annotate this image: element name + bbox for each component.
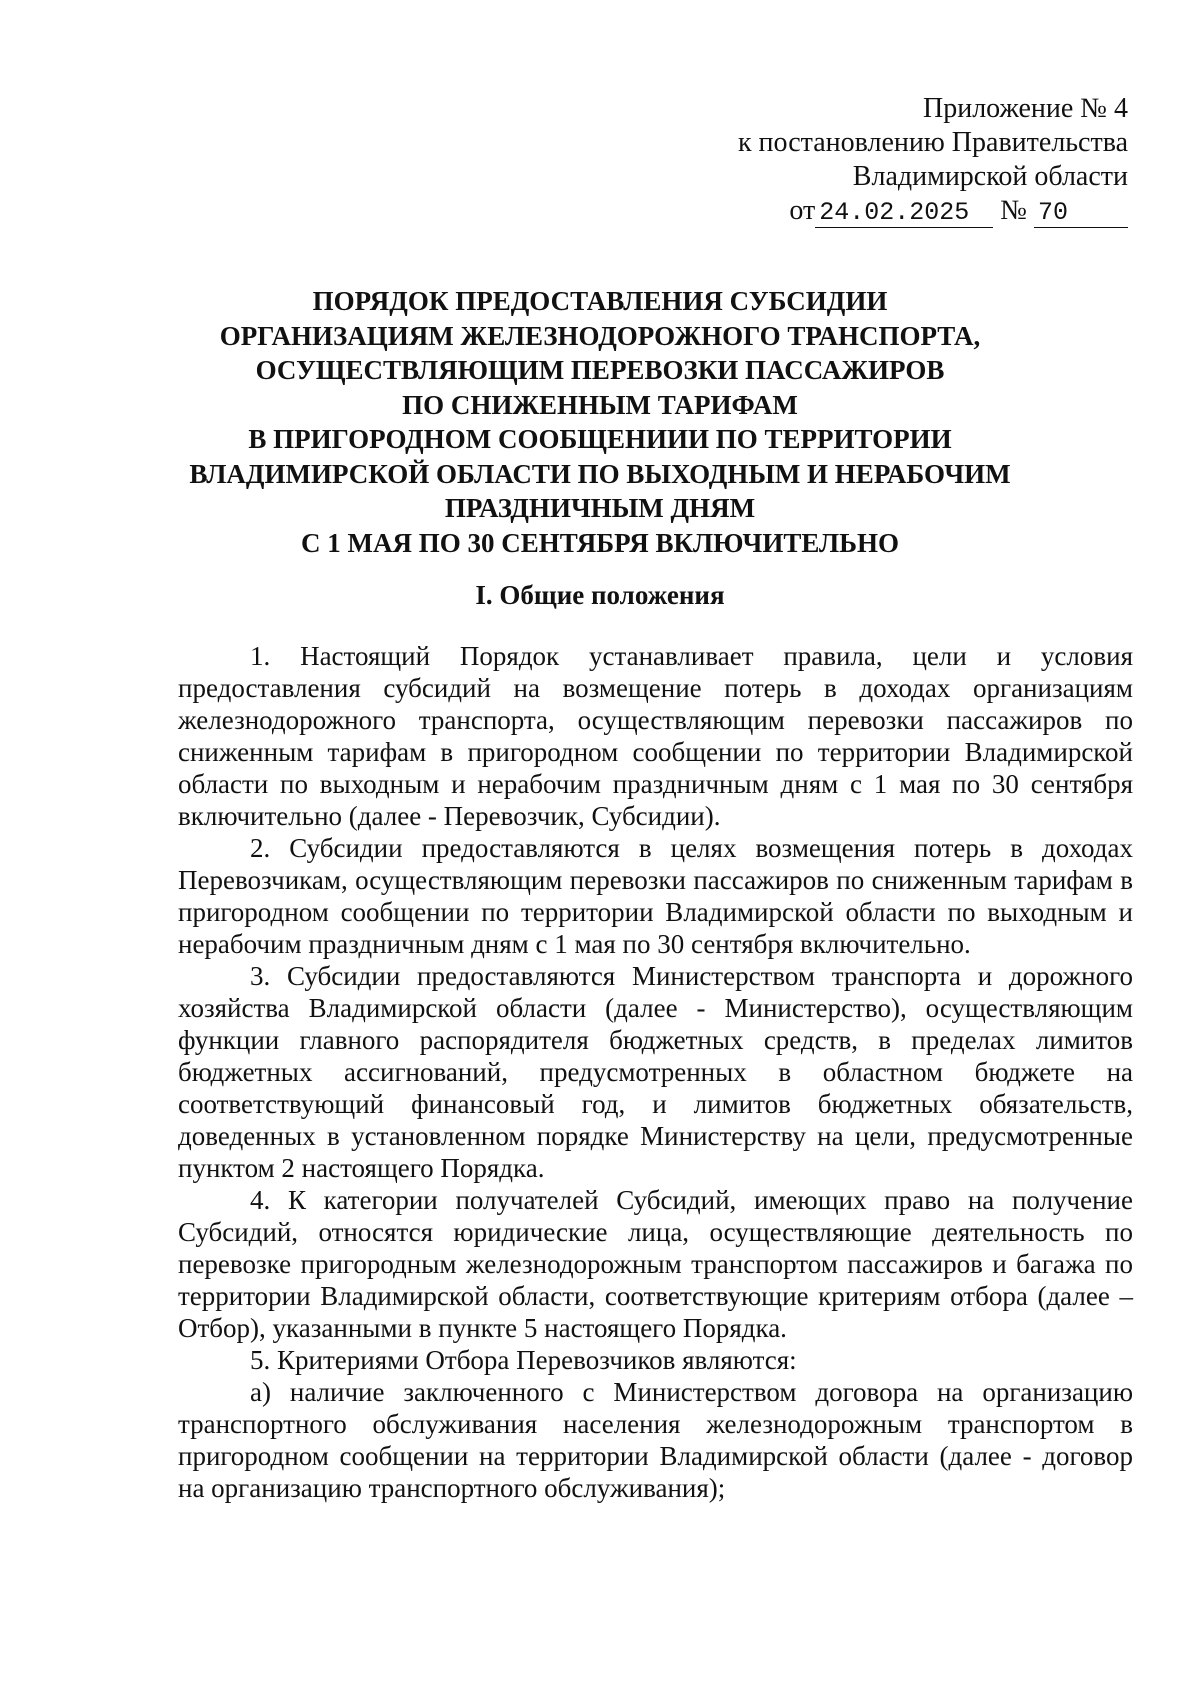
document-body — [178, 640, 1133, 1504]
annex-region: Владимирской области — [852, 161, 1128, 192]
paragraph-1: 1. Настоящий Порядок устанавливает правила, цели и условия предоставления субсидий на возмещение потерь в доходах организациям железнодорожного транспорта, осуществляющим перевозки пассажиров по сниженным тарифам в пригородном сообщении по территории Владимирской области по выходным и нерабочим праздничным дням с 1 мая по 30 сентября включительно (далее - Перевозчик, Субсидии). — [178, 641, 1133, 831]
paragraph-3: 3. Субсидии предоставляются Министерством транспорта и дорожного хозяйства Владимирской области (далее - Министерство), осуществляющим функции главного распорядителя бюджетных средств, в пределах лимитов бюджетных ассигнований, предусмотренных в областном бюджете на соответствующий финансовый год, и лимитов бюджетных обязательств, доведенных в установленном порядке Министерству на цели, предусмотренные пунктом 2 настоящего Порядка. — [178, 961, 1133, 1183]
annex-header — [428, 92, 1128, 228]
title-line: ПОРЯДОК ПРЕДОСТАВЛЕНИЯ СУБСИДИИ — [312, 286, 888, 316]
document-title — [130, 284, 1070, 560]
paragraph-5: 5. Критериями Отбора Перевозчиков являются: — [250, 1345, 797, 1375]
section-heading: I. Общие положения — [475, 580, 725, 610]
annex-date-prefix: от — [789, 195, 816, 226]
annex-date: 24.02.2025 — [815, 199, 993, 228]
title-line: ПРАЗДНИЧНЫМ ДНЯМ — [444, 493, 756, 523]
title-line: С 1 МАЯ ПО 30 СЕНТЯБРЯ ВКЛЮЧИТЕЛЬНО — [301, 527, 899, 558]
annex-date-line — [428, 194, 1128, 228]
paragraph-2: 2. Субсидии предоставляются в целях возмещения потерь в доходах Перевозчикам, осуществляющим перевозки пассажиров по сниженным тарифам в пригородном сообщении по территории Владимирской области по выходным и нерабочим праздничным дням с 1 мая по 30 сентября включительно. — [178, 833, 1133, 959]
annex-number-prefix: № — [1000, 195, 1027, 226]
title-line: ПО СНИЖЕННЫМ ТАРИФАМ — [402, 389, 798, 420]
title-line: ОСУЩЕСТВЛЯЮЩИМ ПЕРЕВОЗКИ ПАССАЖИРОВ — [255, 355, 945, 385]
annex-decree-number: 70 — [1034, 199, 1128, 228]
title-line: ОРГАНИЗАЦИЯМ ЖЕЛЕЗНОДОРОЖНОГО ТРАНСПОРТА, — [219, 320, 981, 351]
title-line: ВЛАДИМИРСКОЙ ОБЛАСТИ ПО ВЫХОДНЫМ И НЕРАБОЧИМ — [189, 458, 1011, 489]
annex-number: Приложение № 4 — [923, 93, 1128, 124]
title-line: В ПРИГОРОДНОМ СООБЩЕНИИИ ПО ТЕРРИТОРИИ — [248, 424, 952, 454]
paragraph-4: 4. К категории получателей Субсидий, имеющих право на получение Субсидий, относятся юридические лица, осуществляющие деятельность по перевозке пригородным железнодорожным транспортом пассажиров и багажа по территории Владимирской области, соответствующие критериям отбора (далее – Отбор), указанными в пункте 5 настоящего Порядка. — [178, 1185, 1133, 1343]
annex-reference: к постановлению Правительства — [737, 127, 1128, 158]
paragraph-5a: а) наличие заключенного с Министерством договора на организацию транспортного обслуживания населения железнодорожным транспортом в пригородном сообщении на территории Владимирской области (далее - договор на организацию транспортного обслуживания); — [178, 1377, 1133, 1503]
